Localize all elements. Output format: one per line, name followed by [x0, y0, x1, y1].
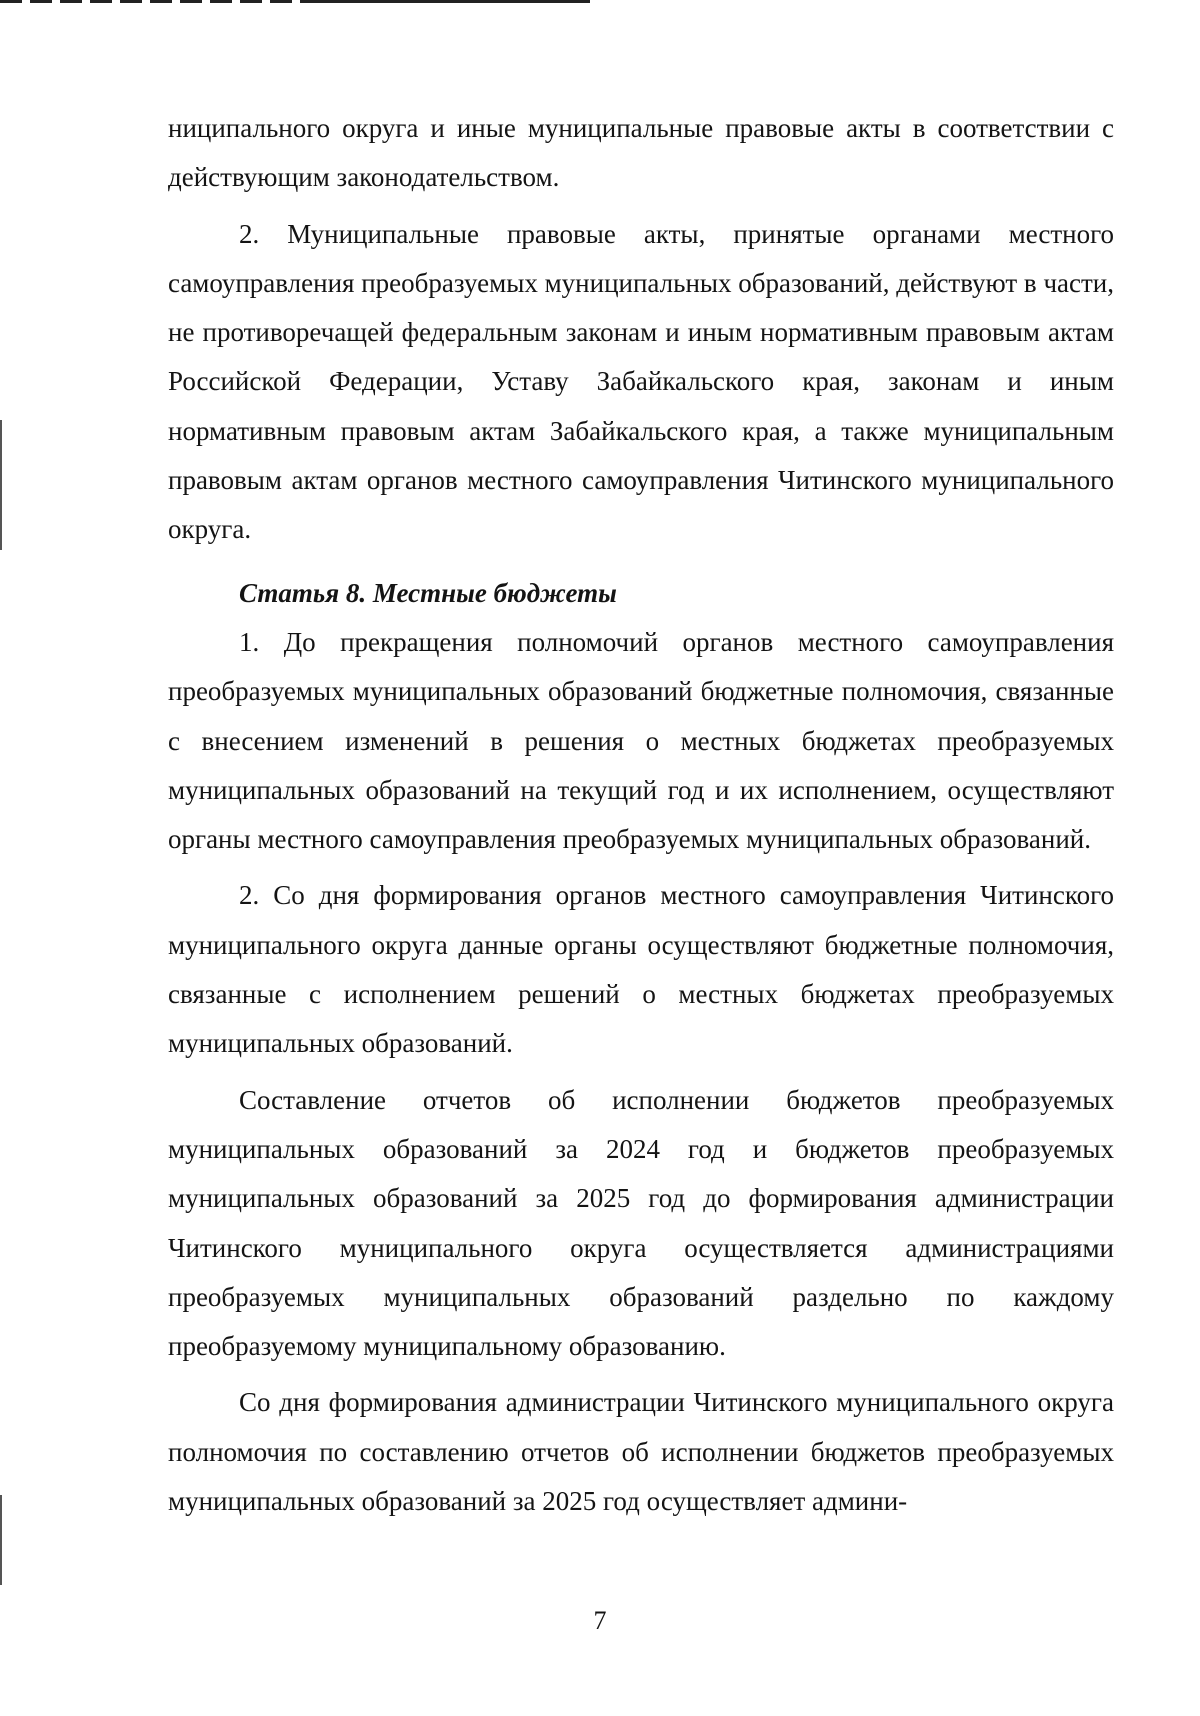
- article-paragraph-4: Со дня формирования администрации Читинского муниципального округа полномочия по составлению отчетов об исполнении бюджетов преобразуемых муниципальных образований за 2025 год осуществляет админи-: [168, 1387, 1114, 1517]
- top-edge-dashed-line: [0, 0, 300, 3]
- continued-paragraph: ниципального округа и иные муниципальные правовые акты в соответствии с действующим законодательством.: [168, 113, 1114, 193]
- article-paragraph-3: Составление отчетов об исполнении бюджетов преобразуемых муниципальных образований за 2024 год и бюджетов преобразуемых муниципальных образований за 2025 год до формирования администрации Читинского муниципального округа осуществляется администрациями преобразуемых муниципальных образований раздельно по каждому преобразуемому муниципальному образованию.: [168, 1084, 1114, 1362]
- left-margin-mark: [0, 420, 2, 550]
- article-paragraph-1: 1. До прекращения полномочий органов местного самоуправления преобразуемых муниципальных образований бюджетные полномочия, связанные с внесением изменений в решения о местных бюджетах преобразуемых муниципальных образований на текущий год и их исполнением, осуществляют органы местного самоуправления преобразуемых муниципальных образований.: [168, 626, 1114, 855]
- article-paragraph-2: 2. Со дня формирования органов местного самоуправления Читинского муниципального округа данные органы осуществляют бюджетные полномочия, связанные с исполнением решений о местных бюджетах преобразуемых муниципальных образований.: [168, 880, 1114, 1059]
- left-margin-mark: [0, 1495, 2, 1585]
- paragraph-item-2: 2. Муниципальные правовые акты, принятые органами местного самоуправления преобразуемых муниципальных образований, действуют в части, не противоречащей федеральным законам и иным нормативным правовым актам Российской Федерации, Уставу Забайкальского края, законам и иным нормативным правовым актам Забайкальского края, а также муниципальным правовым актам органов местного самоуправления Читинского муниципального округа.: [168, 218, 1114, 545]
- document-body: [168, 104, 1114, 1526]
- article-heading: Статья 8. Местные бюджеты: [239, 577, 617, 608]
- page-number: 7: [593, 1606, 607, 1635]
